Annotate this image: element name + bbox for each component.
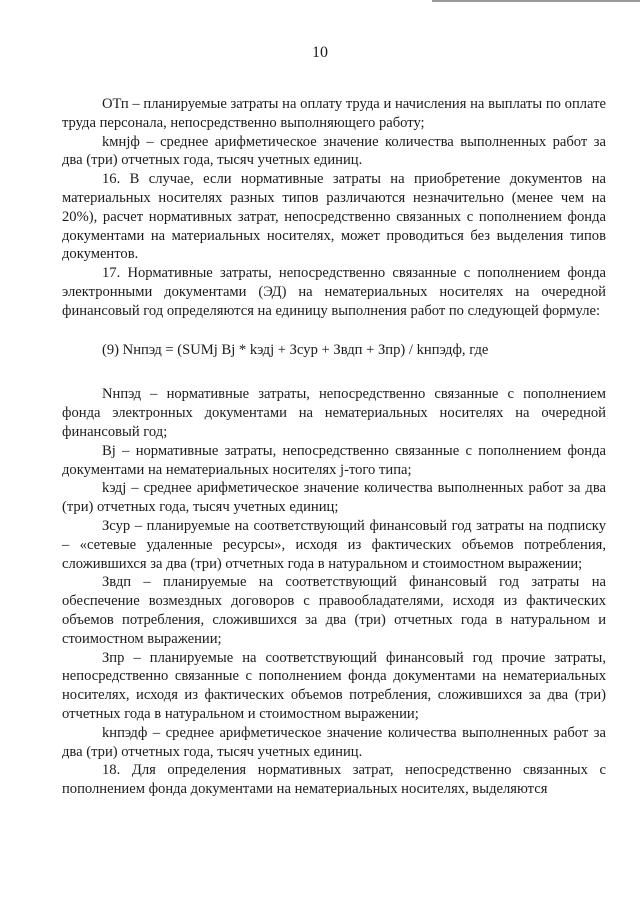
paragraph-18: 18. Для определения нормативных затрат, непосредственно связанных с пополнением фонда документами на нематериальных носителях, выделяются <box>62 762 606 798</box>
definition-zpr: Зпр – планируемые на соответствующий финансовый год прочие затраты, непосредственно связанные с пополнением фонда документами на нематериальных носителях, исходя из фактических объемов потребления, сложившихся за два (три) отчетных года в натуральном и стоимостном выражении; <box>62 649 606 722</box>
definition-kedj: kэдj – среднее арифметическое значение количества выполненных работ за два (три) отчетных года, тысяч учетных единиц; <box>62 480 606 516</box>
definition-bj: Bj – нормативные затраты, непосредственно связанные с пополнением фонда документами на нематериальных носителях j-того типа; <box>62 442 606 478</box>
top-edge-rule <box>432 0 640 2</box>
formula-9: (9) Nнпэд = (SUMj Bj * kэдj + Зсур + Звдп + Зпр) / kнпэдф, где <box>102 341 489 358</box>
paragraph-kmnjf: kмнjф – среднее арифметическое значение количества выполненных работ за два (три) отчетных года, тысяч учетных единиц. <box>62 133 606 169</box>
definition-nnped: Nнпэд – нормативные затраты, непосредственно связанные с пополнением фонда электронных документами на нематериальных носителях на очередной финансовый год; <box>62 386 606 440</box>
definition-zvdp: Звдп – планируемые на соответствующий финансовый год затраты на обеспечение возмездных договоров с правообладателями, исходя из фактических объемов потребления, сложившихся за два (три) отчетных года в натуральном и стоимостном выражении; <box>62 574 606 647</box>
paragraph-otp: ОТп – планируемые затраты на оплату труда и начисления на выплаты по оплате труда персонала, непосредственно выполняющего работу; <box>62 96 606 131</box>
definition-knpedf: kнпэдф – среднее арифметическое значение количества выполненных работ за два (три) отчетных года, тысяч учетных единиц. <box>62 724 606 760</box>
paragraph-17: 17. Нормативные затраты, непосредственно связанные с пополнением фонда электронными документами (ЭД) на нематериальных носителях на очередной финансовый год определяются на единицу выполнения работ по следующей формуле: <box>62 265 606 319</box>
page-number: 10 <box>312 44 328 61</box>
document-body <box>62 95 606 799</box>
paragraph-16: 16. В случае, если нормативные затраты на приобретение документов на материальных носителях разных типов различаются незначительно (менее чем на 20%), расчет нормативных затрат, непосредственно связанных с пополнением фонда документами на материальных носителях, может проводиться без выделения типов документов. <box>62 171 606 263</box>
definition-zsur: Зсур – планируемые на соответствующий финансовый год затраты на подписку – «сетевые удаленные ресурсы», исходя из фактических объемов потребления, сложившихся за два (три) отчетных года в натуральном и стоимостном выражении; <box>62 517 606 572</box>
